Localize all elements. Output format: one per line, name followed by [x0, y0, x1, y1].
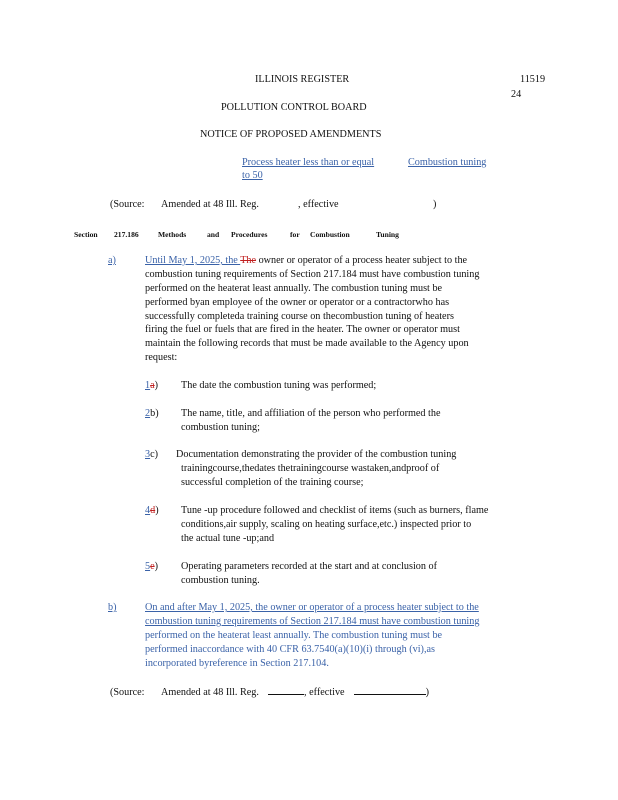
- para-b-line: performed inaccordance with 40 CFR 63.7540(a)(10)(i) through (vi),as: [145, 644, 435, 655]
- item-marker-5: 5e): [145, 561, 159, 572]
- para-a-line: firing the fuel or fuels that are fired in the heater. The owner or operator must: [145, 324, 460, 335]
- item-text-4: conditions,air supply, scaling on heating surface,etc.) inspected prior to: [181, 519, 472, 530]
- source-close-paren: ): [433, 199, 437, 210]
- item-marker-3: 3c): [145, 449, 159, 460]
- para-b-line: incorporated byreference in Section 217.104.: [145, 658, 329, 669]
- para-a-marker: a): [108, 255, 116, 266]
- source-effective: , effective: [298, 199, 339, 210]
- section-title-word: Methods: [158, 230, 187, 239]
- item-marker-4: 4d): [145, 505, 159, 516]
- section-title-word: Combustion: [310, 230, 350, 239]
- item-marker-2: 2b): [145, 408, 159, 419]
- item-text-3: successful completion of the training course;: [181, 477, 364, 488]
- item-text-5: combustion tuning.: [181, 575, 260, 586]
- para-a-deleted: The: [240, 255, 257, 266]
- section-title-word: and: [207, 230, 220, 239]
- issue-number: 24: [511, 89, 522, 100]
- para-a-line: performed byan employee of the owner or operator or a contractorwho has: [145, 297, 450, 308]
- para-b-marker: b): [108, 602, 117, 613]
- para-a-line: [145, 254, 467, 268]
- item-text-5: Operating parameters recorded at the start and at conclusion of: [181, 561, 437, 572]
- section-label: Section: [74, 230, 98, 239]
- table-cell-process-heater-cont: to 50: [242, 170, 263, 181]
- source-effective: , effective: [304, 687, 345, 698]
- item-text-4: the actual tune -up;and: [181, 533, 275, 544]
- section-title-word: for: [290, 230, 300, 239]
- source-amended-text: Amended at 48 Ill. Reg.: [161, 687, 259, 698]
- register-title: ILLINOIS REGISTER: [255, 74, 350, 85]
- source-close-paren: ): [425, 687, 430, 698]
- item-text-4: Tune -up procedure followed and checklist of items (such as burners, flame: [181, 505, 489, 516]
- page-number: 11519: [520, 74, 546, 85]
- item-text-2: The name, title, and affiliation of the person who performed the: [181, 408, 441, 419]
- source-note-bottom: [110, 685, 429, 700]
- para-b-line: performed on the heaterat least annually. The combustion tuning must be: [145, 630, 443, 641]
- source-note-top: [110, 198, 339, 212]
- source-label: (Source:: [110, 687, 145, 698]
- para-a-line1-rest: owner or operator of a process heater subject to the: [256, 255, 468, 266]
- reg-blank: [268, 685, 304, 695]
- table-cell-combustion-tuning: Combustion tuning: [408, 157, 487, 168]
- effective-blank: [354, 685, 426, 695]
- para-a-line: combustion tuning requirements of Section 217.184 must have combustion tuning: [145, 269, 480, 280]
- para-b-line: On and after May 1, 2025, the owner or operator of a process heater subject to the: [145, 602, 479, 613]
- para-a-line: request:: [145, 352, 178, 363]
- para-a-line: performed on the heaterat least annually. The combustion tuning must be: [145, 283, 443, 294]
- source-label: (Source:: [110, 199, 145, 210]
- section-title-word: Tuning: [376, 230, 399, 239]
- item-marker-1: 1a): [145, 380, 159, 391]
- item-text-3: Documentation demonstrating the provider of the combustion tuning: [176, 449, 457, 460]
- source-amended-text: Amended at 48 Ill. Reg.: [161, 199, 259, 210]
- item-text-1: The date the combustion tuning was performed;: [181, 380, 377, 391]
- agency-name: POLLUTION CONTROL BOARD: [221, 102, 367, 113]
- para-a-line: maintain the following records that must be made available to the Agency upon: [145, 338, 469, 349]
- notice-title: NOTICE OF PROPOSED AMENDMENTS: [200, 129, 382, 140]
- para-a-inserted: Until May 1, 2025, the: [145, 255, 241, 266]
- item-text-2: combustion tuning;: [181, 422, 260, 433]
- section-number: 217.186: [114, 230, 139, 239]
- section-title-word: Procedures: [231, 230, 268, 239]
- para-b-line: combustion tuning requirements of Section 217.184 must have combustion tuning: [145, 616, 480, 627]
- table-cell-process-heater: Process heater less than or equal: [242, 157, 375, 168]
- para-a-line: successfully completeda training course on thecombustion tuning of heaters: [145, 311, 454, 322]
- item-text-3: trainingcourse,thedates thetrainingcourse wastaken,andproof of: [181, 463, 440, 474]
